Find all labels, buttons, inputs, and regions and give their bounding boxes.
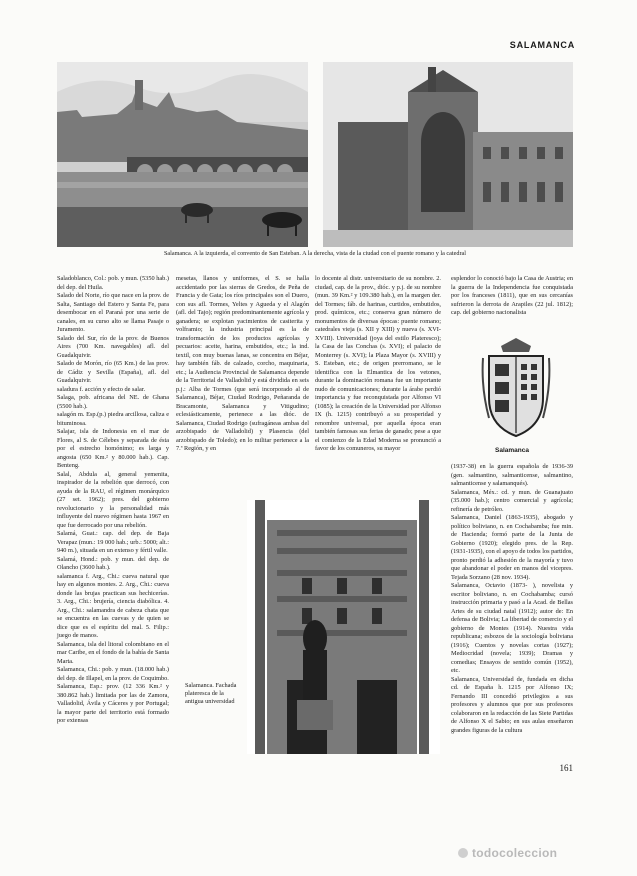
- entry: Salal, Abdula al, general yemenita, inspirador de la rebelión que derrocó, con ayuda de la RAU, el régimen monárquico (27 set. 1962); pres. del gobierno revolucionario y la personalidad más influyente del nuevo régimen hasta 1967 en que fue derrocado por una rebelión.: [57, 470, 169, 529]
- entry: Salado del Sur, río de la prov. de Buenos Aires (700 Km. navegables) afl. del Guadalquivir.: [57, 334, 169, 359]
- column-2: [176, 275, 309, 454]
- entry: Saladoblanco, Col.: pob. y mun. (5350 hab.) del dep. del Huila.: [57, 275, 169, 291]
- page-number: 161: [559, 763, 573, 773]
- entry: Salamá, Guat.: cap. del dep. de Baja Verapaz (mun.: 19 000 hab.; urb.: 5000; alt.: 940 m.), situada en un extenso y fértil valle.: [57, 530, 169, 554]
- entry: Salado de Morón, río (65 Km.) de las prov. de Cádiz y Sevilla (España), afl. del Guadalquivir.: [57, 360, 169, 384]
- entry: (1937-38) en la guerra española de 1936-39 (gen. salmantino, salmanticense, salmantino, salmanticense y salamanqués).: [451, 463, 573, 487]
- entry: mesetas, llanos y uniformes, el S. se halla accidentado por las sierras de Gredos, de Peña de Francia y de Gata; los ríos principales son el Duero, con sus afl. Tormes, Yeltes y Agueda y el Alagón (afl. del Tajo); región predominantemente agrícola y ganadera; se explotan yacimientos de casiterita y volframio; la industria principal es la de transformación de los productos agrícolas y pecuarios: aceite, harina, embutidos, etc.; la ind. textil, con muy buenas lanas, se concentra en Béjar, hay también fáb. de calzado, corcho, maquinaria, etc.; la Audiencia Provincial de Salamanca depende de la Territorial de Valladolid y está dividida en seis p.j.: Alba de Tormes (que será incorporado al de Salamanca), Béjar, Ciudad Rodrigo, Peñaranda de Bracamonte, Salamanca y Vitigudino; eclesiásticamente, pertenece a las dióc. de Salamanca, Ciudad Rodrigo (sufragáneas ambas del arzobispado de Valladolid) y Plasencia (del arzobispado de Toledo); en lo militar pertenece a la 7.ª Región, y en: [176, 275, 309, 452]
- entry: Salado del Norte, río que nace en la prov. de Salta, Santiago del Estero y Santa Fe, para desembocar en el Paraná por una serie de canales, en su curso alto se llama Pasaje o Juramento.: [57, 292, 169, 333]
- entry: lo docente al distr. universitario de su nombre. 2. ciudad, cap. de la prov., dióc. y p.j. de su nombre (mun. 39 Km.² y 109.380 hab.), en la margen der. del Tormes; fáb. de harinas, curtidos, embutidos, prod. químicos, etc.; conserva gran número de monumentos de diversas épocas: puente romano; catedrales vieja (s. XII y XIII) y nueva (s. XVI-XVIII). Universidad (joya del estilo Plateresco); la Casa de las Conchas (s. XVI); el palacio de Monterrey (s. XVI); la Plaza Mayor (s. XVIII) y S. Esteban, etc.; de origen prerromano, se le identifica con la Elmantica de los vetones, durante la dominación romana fue un importante nudo de comunicaciones; durante la árabe perdió importancia y fue reconquistada por Alfonso VI (1085); la creación de la Universidad por Alfonso IX (h. 1215) contribuyó a su prosperidad y renombre universal, por aquella época eran también famosas sus ferias de ganado; pese a que el comienzo de la Edad Moderna se pronunció a favor de los comuneros, su mayor: [315, 275, 441, 452]
- column-1: [57, 275, 169, 726]
- column-3: [315, 275, 441, 454]
- column-4-bottom: [451, 463, 573, 735]
- watermark-logo-icon: [458, 848, 468, 858]
- coat-of-arms-icon: [481, 338, 551, 438]
- entry: Salamanca, Chi.: pob. y mun. (18.000 hab.) del dep. de Illapel, en la prov. de Coquimbo.: [57, 666, 169, 682]
- entry: salamanca f. Arg., Chi.: cueva natural que hay en algunos montes. 2. Arg., Chi.: cueva donde las brujas practican sus hechicerías. 3. Arg., Chi.: brujería, ciencia diabólica. 4. Arg., Chi.: salamandra de cabeza chata que se encuentra en las cuevas y de quien se dice que es el espíritu del mal. 5. Filip.: juego de manos.: [57, 572, 169, 639]
- university-facade-image: [247, 500, 440, 754]
- entry: Salajar, isla de Indonesia en el mar de Flores, al S. de Célebes y separada de ésta por el estrecho homónimo; es larga y angosta (650 Km.² y 80.000 hab.). Cap. Benteng.: [57, 428, 169, 469]
- entry: Salamanca, Méx.: cd. y mun. de Guanajuato (35.000 hab.); centro comercial y agrícola; refinería de petróleo.: [451, 488, 573, 513]
- photo-caption: Salamanca. A la izquierda, el convento de San Esteban. A la derecha, vista de la ciudad con el puente romano y la catedral: [163, 250, 467, 257]
- running-head: SALAMANCA: [509, 40, 575, 50]
- entry: Salaga, pob. africana del NE. de Ghana (5500 hab.).: [57, 394, 169, 410]
- entry: Salamanca, Esp.: prov. (12 336 Km.² y 380.862 hab.) limitada por las de Zamora, Valladolid, Ávila y Cáceres y por Portugal; la mayor parte del territorio está formado por extensas: [57, 683, 169, 724]
- entry: saladura f. acción y efecto de salar.: [57, 385, 146, 393]
- entry: Salamanca, isla del litoral colombiano en el mar Caribe, en el fondo de la bahía de Santa Marta.: [57, 640, 169, 665]
- san-esteban-image: [323, 62, 573, 247]
- column-4-top: [451, 275, 573, 318]
- photo-san-esteban: [323, 62, 573, 247]
- coat-of-arms: [481, 338, 551, 438]
- entry: Salamá, Hond.: pob. y mun. del dep. de Olancho (3600 hab.).: [57, 555, 169, 571]
- entry: esplendor lo conoció bajo la Casa de Austria; en la guerra de la Independencia fue conquistada por los franceses (1811), que en sus cercanías sufrieron la derrota de Arapiles (22 jul. 1812); cap. del gobierno nacionalista: [451, 275, 573, 316]
- entry: Salamanca, Octavio (1873- ), novelista y escritor boliviano, n. en Cochabamba; cursó instrucción primaria y pasó a la Acad. de Bellas Artes de su ciudad natal (1912); autor de: En defensa de Bolivia; La libertad de comercio y el gobierno de Montes (1914). Nuestra vida republicana; esbozos de la sociología boliviana (1916); Cuentos y novelas cortas (1927); Mediocridad (novela; 1939); Dramas y comedias; Ensayos de sentido común (1952), etc.: [451, 582, 573, 674]
- river-bridge-image: [57, 62, 308, 247]
- watermark: [458, 846, 557, 860]
- watermark-text: todocoleccion: [472, 846, 558, 860]
- coat-caption: Salamanca: [495, 447, 529, 454]
- entry: Salamanca, Daniel (1863-1935), abogado y político boliviano, n. en Cochabamba; fue min. de Hacienda; formó parte de la Junta de Gobierno (1920); elegido pres. de la Rep. (1931-1935), con el apoyo de todos los partidos, pronto perdió la adhesión de la mayoría y tuvo que abandonar el poder en manos del vicepres. Tejada Sorzano (28 nov. 1934).: [451, 514, 573, 581]
- photo-university-facade: [247, 500, 440, 754]
- entry: salagón m. Esp.(p.) piedra arcillosa, caliza e bituminosa.: [57, 411, 169, 427]
- facade-caption: Salamanca. Fachada plateresca de la antigua universidad: [185, 682, 237, 706]
- entry: Salamanca, Universidad de, fundada en dicha cd. de España h. 1215 por Alfonso IX; Fernando III concedió privilegios a sus profesores y alumnos que por sus profesores colaboraron en la redacción de las Siete Partidas de Alfonso X el Sabio; en sus aulas enseñaron grandes figuras de la cultura: [451, 675, 573, 734]
- photo-river-bridge: [57, 62, 308, 247]
